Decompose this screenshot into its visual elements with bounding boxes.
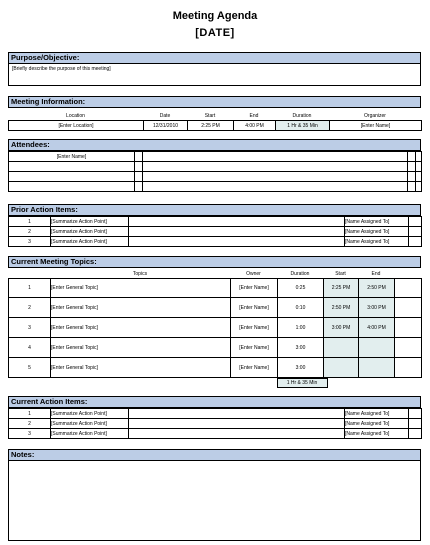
assignee[interactable]: [Name Assigned To] (345, 409, 409, 419)
col-topic-end: End (371, 270, 381, 277)
action-text[interactable]: [Summarize Action Point] (51, 429, 129, 439)
start-time: 2:50 PM (324, 298, 359, 318)
topic-text[interactable]: [Enter General Topic] (51, 338, 231, 358)
action-text[interactable]: [Summarize Action Point] (51, 409, 129, 419)
meeting-info-table (8, 111, 421, 120)
table-row (9, 419, 422, 429)
notes-area[interactable] (8, 461, 421, 541)
duration-value: 1 Hr & 35 Min (276, 121, 330, 131)
topics-header: Current Meeting Topics: (8, 256, 421, 268)
location-value[interactable]: [Enter Location] (9, 121, 144, 131)
row-number: 1 (9, 279, 51, 298)
end-time: 4:00 PM (359, 318, 395, 338)
action-text[interactable]: [Summarize Action Point] (51, 237, 129, 247)
table-row (9, 279, 422, 298)
assignee[interactable]: [Name Assigned To] (345, 227, 409, 237)
row-number: 2 (9, 227, 51, 237)
topics-section (8, 256, 421, 388)
table-row (9, 338, 422, 358)
assignee[interactable]: [Name Assigned To] (345, 217, 409, 227)
col-duration: Duration (292, 112, 312, 119)
prior-actions-section (8, 204, 421, 247)
action-text[interactable]: [Summarize Action Point] (51, 419, 129, 429)
table-row (9, 298, 422, 318)
row-number: 3 (9, 429, 51, 439)
col-organizer: Organizer (364, 112, 386, 119)
col-topic-start: Start (335, 270, 346, 277)
owner[interactable]: [Enter Name] (231, 279, 278, 298)
action-text[interactable]: [Summarize Action Point] (51, 227, 129, 237)
topics-col-headers (8, 269, 421, 278)
owner[interactable]: [Enter Name] (231, 338, 278, 358)
col-end: End (249, 112, 259, 119)
date-value[interactable]: 12/31/2010 (144, 121, 188, 131)
row-number: 5 (9, 358, 51, 378)
col-topics: Topics (132, 270, 148, 277)
table-row (9, 318, 422, 338)
assignee[interactable]: [Name Assigned To] (345, 429, 409, 439)
attendees-header: Attendees: (8, 139, 421, 151)
start-value[interactable]: 2:25 PM (188, 121, 234, 131)
owner[interactable]: [Enter Name] (231, 358, 278, 378)
col-date: Date (159, 112, 171, 119)
end-time: 2:50 PM (359, 279, 395, 298)
duration[interactable]: 3:00 (278, 338, 324, 358)
current-actions-header: Current Action Items: (8, 396, 421, 408)
prior-actions-table (8, 216, 422, 247)
start-time: 3:00 PM (324, 318, 359, 338)
purpose-section (8, 52, 421, 86)
current-actions-section (8, 396, 421, 439)
attendees-section (8, 139, 421, 192)
owner[interactable]: [Enter Name] (231, 298, 278, 318)
row-number: 3 (9, 237, 51, 247)
table-row (9, 429, 422, 439)
total-duration: 1 Hr & 35 Min (277, 379, 327, 388)
duration[interactable]: 0:10 (278, 298, 324, 318)
duration[interactable]: 3:00 (278, 358, 324, 378)
start-time (324, 338, 359, 358)
table-row (9, 409, 422, 419)
col-topic-duration: Duration (290, 270, 310, 277)
end-time (359, 358, 395, 378)
row-number: 4 (9, 338, 51, 358)
end-time: 3:00 PM (359, 298, 395, 318)
meeting-info-values (8, 120, 422, 131)
organizer-value[interactable]: [Enter Name] (330, 121, 422, 131)
duration[interactable]: 0:25 (278, 279, 324, 298)
table-row (9, 237, 422, 247)
notes-section (8, 449, 421, 541)
topic-text[interactable]: [Enter General Topic] (51, 298, 231, 318)
col-location: Location (66, 112, 85, 119)
page-title: Meeting Agenda (172, 10, 258, 22)
end-value[interactable]: 4:00 PM (234, 121, 276, 131)
start-time: 2:25 PM (324, 279, 359, 298)
topic-text[interactable]: [Enter General Topic] (51, 318, 231, 338)
topic-text[interactable]: [Enter General Topic] (51, 358, 231, 378)
owner[interactable]: [Enter Name] (231, 318, 278, 338)
action-text[interactable]: [Summarize Action Point] (51, 217, 129, 227)
table-row (9, 358, 422, 378)
attendees-table (8, 151, 422, 192)
date-field[interactable]: [DATE] (195, 27, 235, 39)
row-number: 1 (9, 409, 51, 419)
topics-table (8, 278, 422, 378)
current-actions-table (8, 408, 422, 439)
end-time (359, 338, 395, 358)
purpose-header: Purpose/Objective: (8, 52, 421, 64)
row-number: 1 (9, 217, 51, 227)
row-number: 2 (9, 419, 51, 429)
table-row (9, 227, 422, 237)
assignee[interactable]: [Name Assigned To] (345, 237, 409, 247)
prior-actions-header: Prior Action Items: (8, 204, 421, 216)
notes-header: Notes: (8, 449, 421, 461)
meeting-info-header: Meeting Information: (8, 96, 421, 108)
col-start: Start (204, 112, 216, 119)
meeting-info-section (8, 96, 421, 131)
row-number: 2 (9, 298, 51, 318)
assignee[interactable]: [Name Assigned To] (345, 419, 409, 429)
start-time (324, 358, 359, 378)
purpose-text[interactable]: [Briefly describe the purpose of this meeting] (12, 66, 111, 72)
topic-text[interactable]: [Enter General Topic] (51, 279, 231, 298)
duration[interactable]: 1:00 (278, 318, 324, 338)
col-owner: Owner (246, 270, 261, 277)
topics-total (8, 378, 421, 388)
table-row (9, 217, 422, 227)
attendee-name-1[interactable]: [Enter Name] (9, 152, 135, 162)
row-number: 3 (9, 318, 51, 338)
